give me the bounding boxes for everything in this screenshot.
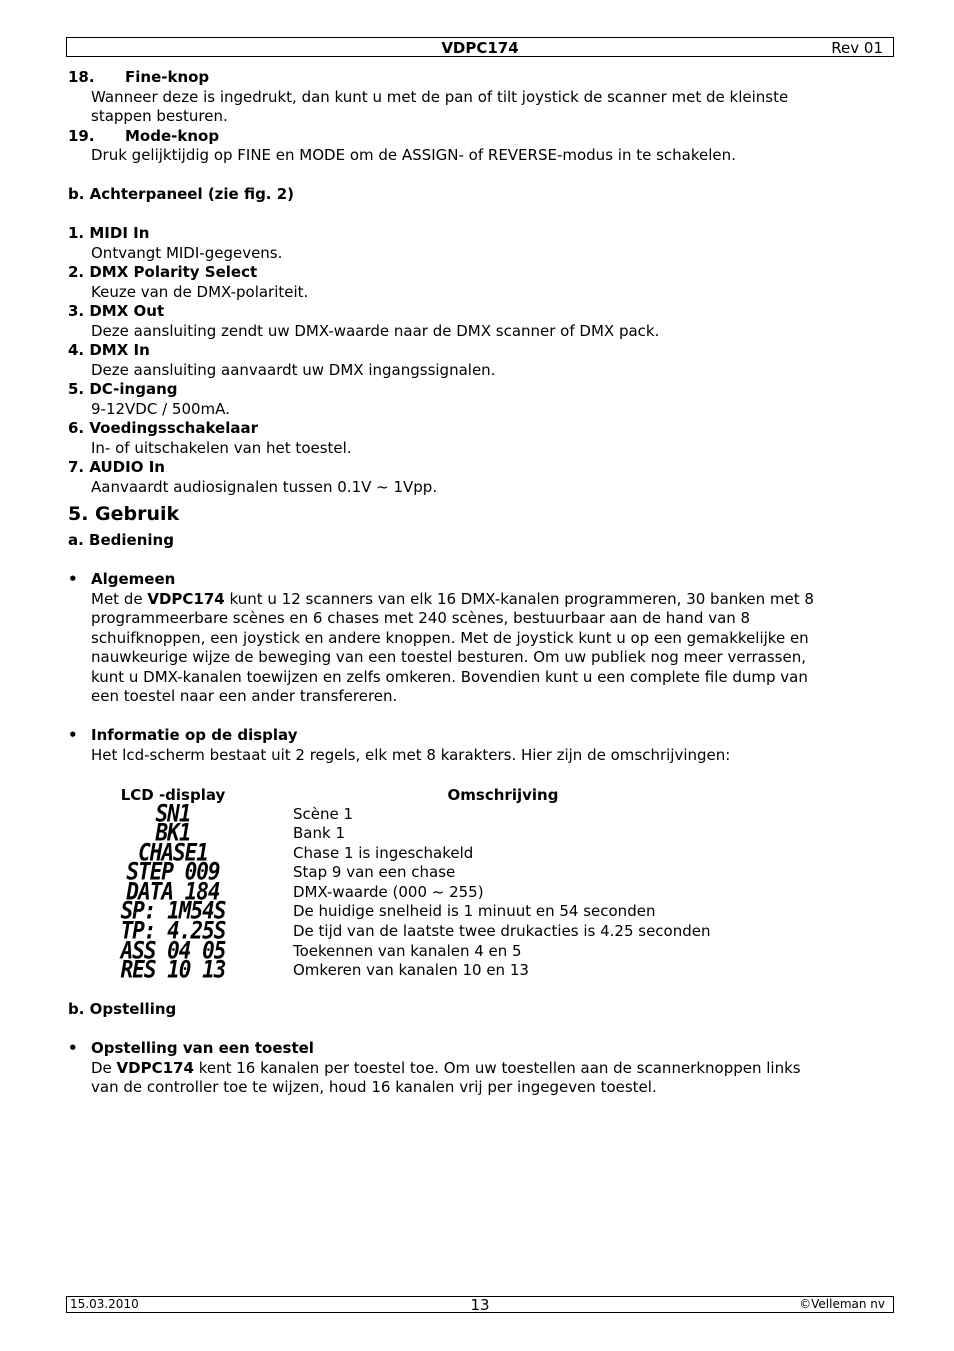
rear-panel-heading: b. Achterpaneel (zie fig. 2): [68, 185, 295, 203]
page-footer: [66, 1296, 894, 1313]
lcd-readout: ASS 04 05: [120, 937, 226, 965]
rear-item-5-text: 9-12VDC / 500mA.: [91, 399, 230, 418]
lcd-table: [68, 785, 880, 984]
table-row-description: Chase 1 is ingeschakeld: [293, 843, 474, 862]
description-column: [293, 785, 883, 981]
general-text-6: een toestel naar een ander transfereren.: [91, 687, 398, 705]
page-header: [66, 37, 894, 57]
item-18-heading: 18. Fine-knop: [68, 68, 210, 86]
rear-item-7-text: Aanvaardt audiosignalen tussen 0.1V ~ 1Vpp.: [91, 477, 438, 496]
rear-item-5-title: 5. DC-ingang: [68, 380, 178, 398]
bullet-display-info-title: • Informatie op de display: [68, 726, 880, 746]
table-row-description: Bank 1: [293, 824, 345, 843]
description-column-header: Omschrijving: [447, 785, 559, 804]
lcd-readout: SN1: [155, 799, 191, 827]
table-row-description: Toekennen van kanalen 4 en 5: [293, 941, 522, 960]
header-title: VDPC174: [441, 39, 519, 57]
section-5b-heading: b. Opstelling: [68, 1000, 177, 1018]
general-text-2: programmeerbare scènes en 6 chases met 240 scènes, bestuurbaar aan de hand van 8: [91, 609, 751, 627]
lcd-column-header: LCD -display: [120, 785, 226, 804]
rear-item-1-title: 1. MIDI In: [68, 224, 150, 242]
lcd-readout: DATA 184: [126, 878, 220, 906]
table-row-description: Omkeren van kanalen 10 en 13: [293, 961, 529, 980]
item-19-text: Druk gelijktijdig op FINE en MODE om de ASSIGN- of REVERSE-modus in te schakelen.: [91, 146, 736, 164]
lcd-column: [68, 785, 278, 984]
setup-text-2: van de controller toe te wijzen, houd 16 kanalen vrij per ingegeven toestel.: [91, 1078, 657, 1096]
display-info-text: Het lcd-scherm bestaat uit 2 regels, elk met 8 karakters. Hier zijn de omschrijvingen:: [91, 745, 731, 764]
rear-item-7-title: 7. AUDIO In: [68, 458, 165, 476]
lcd-readout: STEP 009: [126, 858, 220, 886]
general-text-3: schuifknoppen, een joystick en andere knoppen. Met de joystick kunt u op een gemakkelijke en: [91, 628, 809, 647]
table-row-description: Stap 9 van een chase: [293, 863, 456, 882]
general-text-4: nauwkeurige wijze de beweging van een toestel besturen. Om uw publiek nog meer verrassen,: [91, 648, 806, 666]
bullet-general-title: • Algemeen: [68, 570, 880, 590]
rear-item-4-title: 4. DMX In: [68, 341, 150, 359]
rear-item-2-title: 2. DMX Polarity Select: [68, 263, 258, 281]
footer-page-number: 13: [470, 1296, 490, 1314]
lcd-readout: BK1: [155, 819, 191, 847]
lcd-readout: SP: 1M54S: [120, 897, 226, 925]
header-revision: Rev 01: [831, 39, 883, 57]
general-text-1: Met de VDPC174 kunt u 12 scanners van elk 16 DMX-kanalen programmeren, 30 banken met 8: [91, 589, 814, 608]
item-18-text-2: stappen besturen.: [91, 107, 228, 125]
rear-item-4-text: Deze aansluiting aanvaardt uw DMX ingangssignalen.: [91, 360, 496, 379]
rear-item-6-title: 6. Voedingsschakelaar: [68, 419, 258, 437]
table-row-description: De tijd van de laatste twee drukacties is 4.25 seconden: [293, 922, 711, 941]
section-5-title: 5. Gebruik: [68, 503, 180, 525]
bullet-setup-title: • Opstelling van een toestel: [68, 1039, 880, 1059]
lcd-readout: TP: 4.25S: [120, 917, 226, 945]
rear-item-6-text: In- of uitschakelen van het toestel.: [91, 438, 352, 457]
rear-item-2-text: Keuze van de DMX-polariteit.: [91, 282, 309, 301]
footer-copyright: ©Velleman nv: [799, 1297, 885, 1311]
lcd-readout: CHASE1: [138, 839, 208, 867]
setup-text-1: De VDPC174 kent 16 kanalen per toestel toe. Om uw toestellen aan de scannerknoppen links: [91, 1058, 801, 1077]
table-row-description: DMX-waarde (000 ~ 255): [293, 882, 484, 901]
rear-item-3-text: Deze aansluiting zendt uw DMX-waarde naar de DMX scanner of DMX pack.: [91, 321, 660, 340]
general-text-5: kunt u DMX-kanalen toewijzen en zelfs omkeren. Bovendien kunt u een complete file dump van: [91, 667, 808, 686]
footer-date: 15.03.2010: [70, 1297, 139, 1311]
section-5a-heading: a. Bediening: [68, 531, 174, 549]
item-19-heading: 19. Mode-knop: [68, 126, 220, 145]
rear-item-1-text: Ontvangt MIDI-gegevens.: [91, 243, 283, 262]
table-row-description: Scène 1: [293, 804, 354, 823]
rear-item-3-title: 3. DMX Out: [68, 302, 165, 320]
table-row-description: De huidige snelheid is 1 minuut en 54 seconden: [293, 902, 656, 921]
page-content: [68, 68, 880, 1098]
lcd-readout: RES 10 13: [120, 956, 226, 984]
item-18-text-1: Wanneer deze is ingedrukt, dan kunt u met de pan of tilt joystick de scanner met de kleinste: [91, 87, 789, 106]
